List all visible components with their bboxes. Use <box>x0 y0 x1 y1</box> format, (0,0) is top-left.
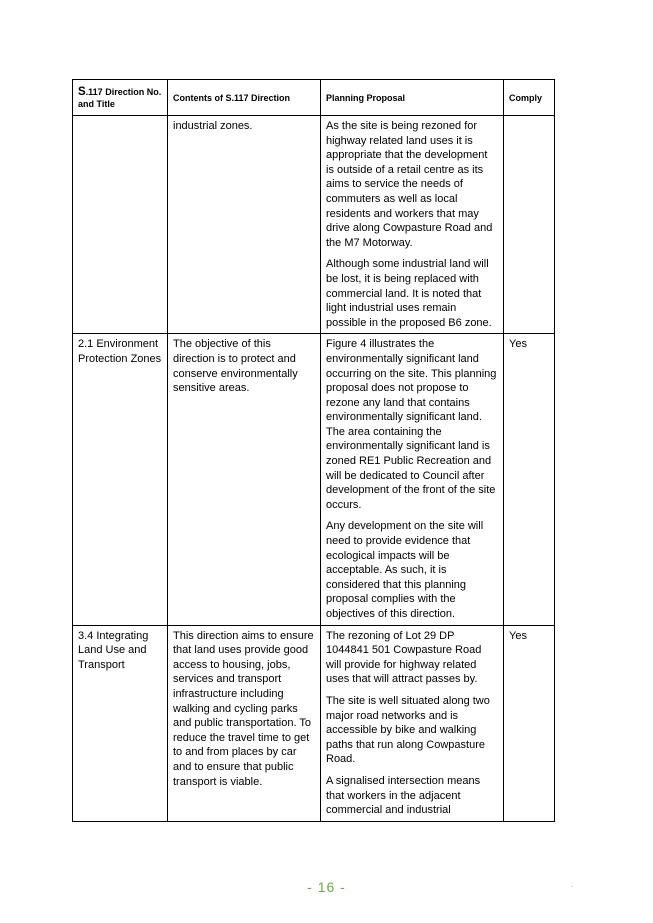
footer-mark: . <box>571 880 574 889</box>
proposal-cell <box>321 334 504 625</box>
contents-cell: industrial zones. <box>168 116 321 334</box>
proposal-paragraph: Although some industrial land will be lost, it is being replaced with commercial land. It is noted that light industrial uses remain possible in the proposed B6 zone. <box>326 258 492 329</box>
direction-cell: 2.1 Environment Protection Zones <box>73 334 168 625</box>
header-direction: S.117 Direction No. and Title <box>73 80 168 116</box>
proposal-cell <box>321 116 504 334</box>
s117-compliance-table <box>72 79 555 822</box>
page-number: - 16 - <box>307 879 346 895</box>
table-row <box>73 116 555 334</box>
contents-cell: The objective of this direction is to protect and conserve environmentally sensitive areas. <box>168 334 321 625</box>
comply-cell <box>504 116 555 334</box>
proposal-paragraph: Any development on the site will need to provide evidence that ecological impacts will be acceptable. As such, it is considered that this planning proposal complies with the objectives of this direction. <box>326 520 484 620</box>
direction-cell: 3.4 Integrating Land Use and Transport <box>73 625 168 821</box>
direction-cell <box>73 116 168 334</box>
proposal-paragraph: The site is well situated along two major road networks and is accessible by bike and walking paths that run along Cowpasture Road. <box>326 694 490 766</box>
header-proposal: Planning Proposal <box>321 80 504 116</box>
proposal-paragraph: Figure 4 illustrates the environmentally significant land occurring on the site. This planning proposal does not propose to rezone any land that contains environmentally significant land. The area containing the environmentally significant land is zoned RE1 Public Recreation and will be dedicated to Council after development of the front of the site occurs. <box>326 338 497 511</box>
proposal-paragraph: A signalised intersection means that workers in the adjacent commercial and industrial <box>326 774 481 817</box>
comply-cell: Yes <box>504 334 555 625</box>
proposal-paragraph: As the site is being rezoned for highway related land uses it is appropriate that the development is outside of a retail centre as its aims to service the needs of commuters as well as local residents and workers that may drive along Cowpasture Road and the M7 Motorway. <box>326 120 493 249</box>
header-comply: Comply <box>504 80 555 116</box>
contents-cell: This direction aims to ensure that land uses provide good access to housing, jobs, services and transport infrastructure including walking and cycling parks and public transportation. To reduce the travel time to get to and from places by car and to ensure that public transport is viable. <box>168 625 321 821</box>
table-row <box>73 334 555 625</box>
comply-cell: Yes <box>504 625 555 821</box>
proposal-paragraph: The rezoning of Lot 29 DP 1044841 501 Cowpasture Road will provide for highway related uses that will attract passes by. <box>326 629 482 686</box>
header-contents: Contents of S.117 Direction <box>168 80 321 116</box>
proposal-cell <box>321 625 504 821</box>
table-header-row <box>73 80 555 116</box>
table-row <box>73 625 555 821</box>
